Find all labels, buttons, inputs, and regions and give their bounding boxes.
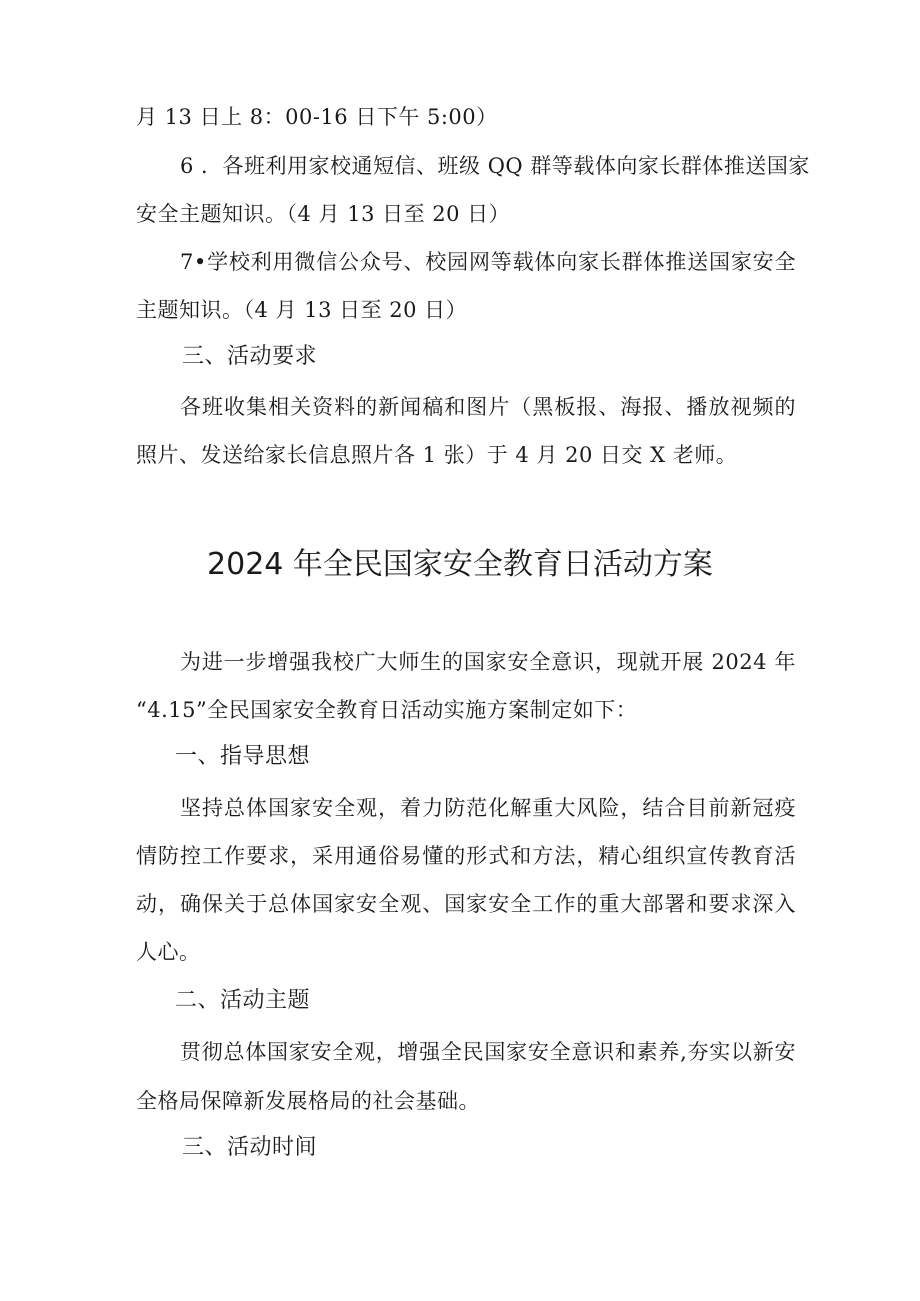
paragraph-line: 主题知识。（4 月 13 日至 20 日） <box>136 298 468 322</box>
section-heading: 三、活动时间 <box>182 1135 318 1160</box>
section-heading: 二、活动主题 <box>175 988 311 1013</box>
paragraph-line: 6 ．各班利用家校通短信、班级 QQ 群等载体向家长群体推送国家 <box>180 154 810 178</box>
paragraph-line: 全格局保障新发展格局的社会基础。 <box>136 1089 480 1113</box>
paragraph-line: 坚持总体国家安全观，着力防范化解重大风险，结合目前新冠疫 <box>180 796 796 820</box>
paragraph-line: 7•学校利用微信公众号、校园网等载体向家长群体推送国家安全 <box>180 250 796 274</box>
paragraph-line: 人心。 <box>136 940 201 964</box>
paragraph-line: 照片、发送给家长信息照片各 1 张）于 4 月 20 日交 X 老师。 <box>136 443 738 467</box>
paragraph-line: 为进一步增强我校广大师生的国家安全意识，现就开展 2024 年 <box>180 650 796 674</box>
section-heading: 一、指导思想 <box>175 744 311 769</box>
paragraph-line: 安全主题知识。（4 月 13 日至 20 日） <box>136 202 511 226</box>
paragraph-line: 贯彻总体国家安全观，增强全民国家安全意识和素养,夯实以新安 <box>180 1040 796 1064</box>
paragraph-line: 情防控工作要求，采用通俗易懂的形式和方法，精心组织宣传教育活 <box>136 844 796 868</box>
paragraph-line: “4.15”全民国家安全教育日活动实施方案制定如下： <box>136 698 638 722</box>
paragraph-line: 月 13 日上 8：00-16 日下午 5:00） <box>136 105 498 129</box>
paragraph-line: 动，确保关于总体国家安全观、国家安全工作的重大部署和要求深入 <box>136 892 796 916</box>
section-heading: 三、活动要求 <box>182 344 318 369</box>
document-title: 2024 年全民国家安全教育日活动方案 <box>207 547 713 582</box>
paragraph-line: 各班收集相关资料的新闻稿和图片（黑板报、海报、播放视频的 <box>180 395 796 419</box>
